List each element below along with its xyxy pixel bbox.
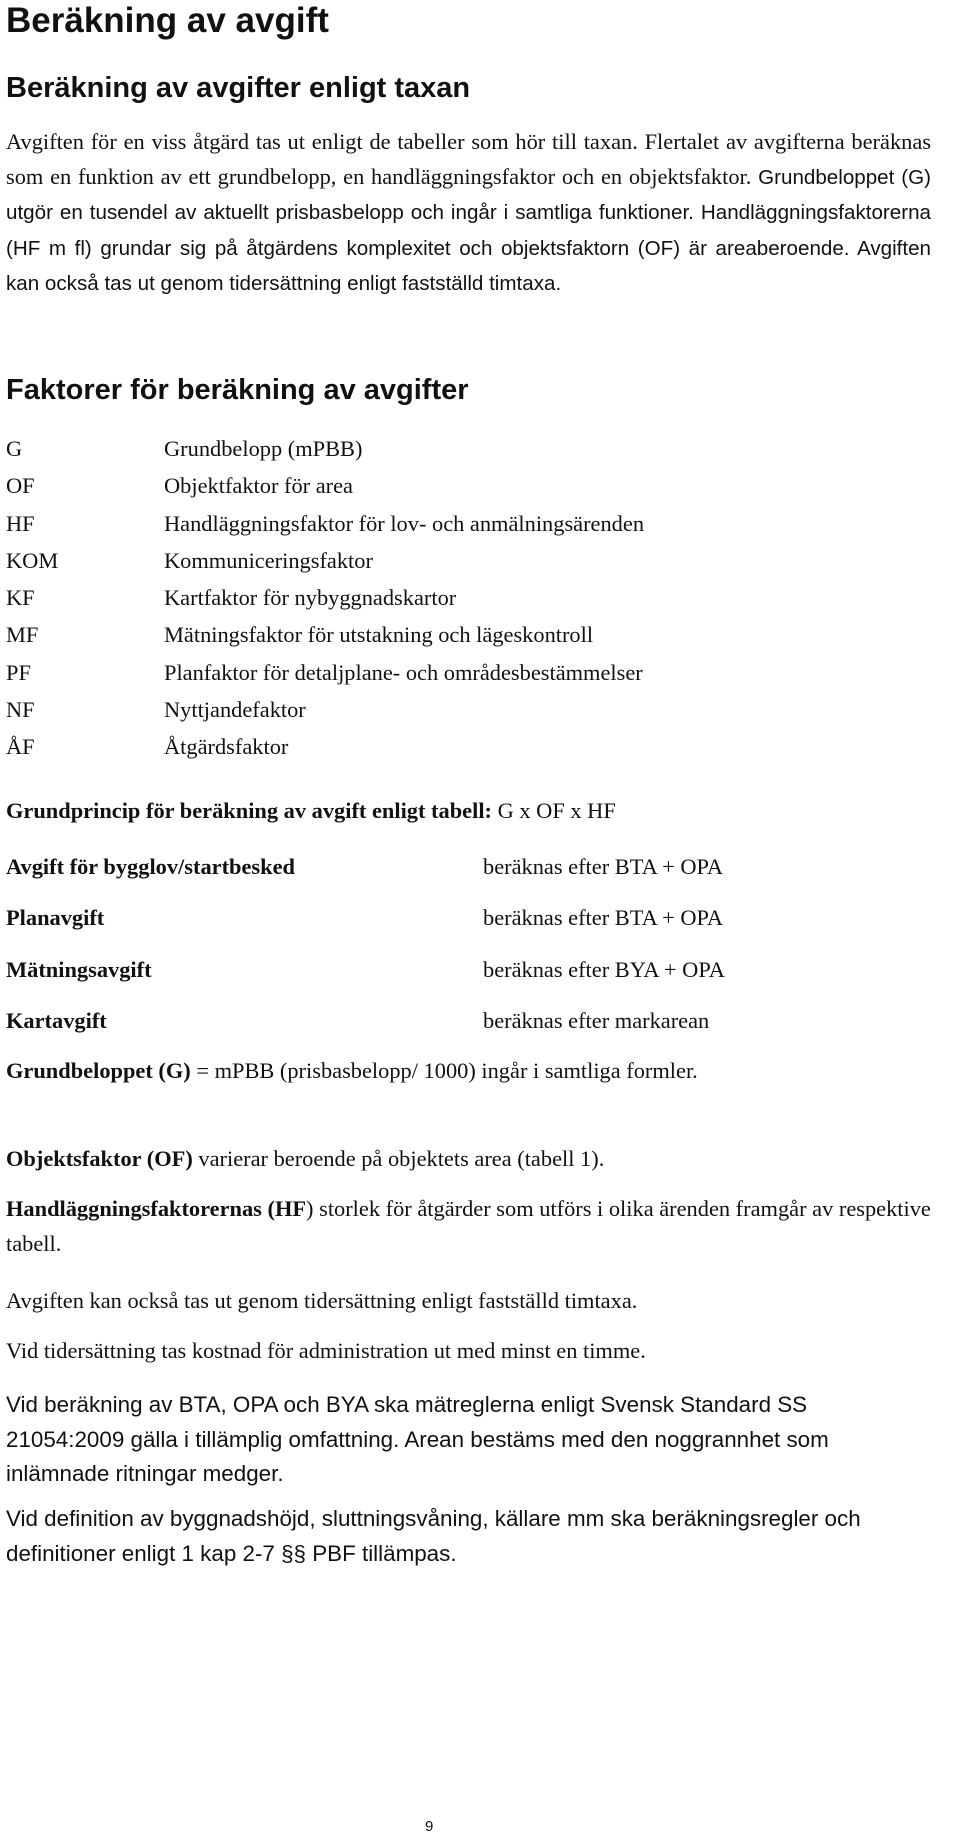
paragraph-area-rules: Vid beräkning av BTA, OPA och BYA ska mätreglerna enligt Svensk Standard SS 21054:2009 gälla i tillämplig omfattning. Arean bestäms med den noggrannhet som inlämnade ritningar medger. (6, 1392, 829, 1486)
paragraph-grundbelopp (6, 1054, 931, 1089)
fee-calculation: beräknas efter BTA + OPA (483, 905, 724, 931)
paragraph-grundbelopp-term: Grundbeloppet (G) (6, 1058, 191, 1083)
section-heading-factors: Faktorer för beräkning av avgifter (6, 374, 469, 406)
fee-row (6, 854, 931, 905)
fee-calculation: beräknas efter markarean (483, 1007, 710, 1033)
factor-description: Åtgärdsfaktor (164, 734, 289, 760)
factors-list (6, 430, 931, 766)
factor-code: MF (6, 622, 39, 648)
paragraph-handlaggningsfaktor-term: Handläggningsfaktorernas (HF (6, 1196, 307, 1221)
factor-code: PF (6, 659, 31, 685)
factor-row (6, 542, 931, 579)
fee-row (6, 1008, 931, 1059)
paragraph-objektsfaktor-term: Objektsfaktor (OF) (6, 1146, 193, 1171)
fee-name: Kartavgift (6, 1007, 107, 1033)
principle-label: Grundprincip för beräkning av avgift enligt tabell: (6, 798, 492, 823)
factor-code: OF (6, 473, 35, 499)
factor-code: G (6, 436, 23, 461)
fee-row (6, 905, 931, 956)
fee-name: Avgift för bygglov/startbesked (6, 854, 295, 879)
paragraph-handlaggningsfaktor-text: ) storlek för åtgärder som utförs i olika ärenden framgår av respektive tabell. (6, 1196, 931, 1256)
paragraph-objektsfaktor-text: varierar beroende på objektets area (tabell 1). (192, 1146, 605, 1171)
factor-row (6, 579, 931, 616)
factor-row (6, 691, 931, 728)
factor-code: NF (6, 697, 35, 723)
factor-code: HF (6, 510, 35, 536)
principle-line (6, 796, 616, 826)
factor-row (6, 654, 931, 691)
factor-row (6, 616, 931, 653)
intro-serif-text: Avgiften för en viss åtgärd tas ut enligt de tabeller som hör till taxan. Flertalet av avgifterna beräknas som en funktion av ett grundbelopp, en handläggningsfaktor och en objektsfaktor. (6, 129, 931, 189)
section-heading-calculation: Beräkning av avgifter enligt taxan (6, 72, 471, 104)
paragraph-timtaxa: Avgiften kan också tas ut genom tidersättning enligt fastställd timtaxa. (6, 1288, 638, 1313)
page-number: 9 (425, 1818, 434, 1835)
factor-description: Kartfaktor för nybyggnadskartor (164, 585, 457, 611)
factor-description: Nyttjandefaktor (164, 697, 306, 723)
page-title: Beräkning av avgift (6, 1, 329, 40)
factor-description: Mätningsfaktor för utstakning och lägeskontroll (164, 622, 594, 648)
paragraph-handlaggningsfaktor (6, 1192, 931, 1261)
fee-calculation: beräknas efter BYA + OPA (483, 956, 725, 982)
paragraph-tidersattning: Vid tidersättning tas kostnad för administration ut med minst en timme. (6, 1338, 646, 1363)
fee-calculation: beräknas efter BTA + OPA (483, 854, 724, 879)
intro-paragraph (6, 125, 931, 302)
fee-row (6, 957, 931, 1008)
paragraph-definitions: Vid definition av byggnadshöjd, sluttningsvåning, källare mm ska beräkningsregler och definitioner enligt 1 kap 2-7 §§ PBF tillämpas. (6, 1506, 861, 1566)
factor-code: KF (6, 585, 35, 611)
factor-description: Grundbelopp (mPBB) (164, 436, 363, 461)
principle-formula: G x OF x HF (497, 798, 616, 823)
factor-description: Kommuniceringsfaktor (164, 547, 373, 573)
factor-row (6, 728, 931, 765)
factor-description: Planfaktor för detaljplane- och områdesbestämmelser (164, 659, 643, 685)
paragraph-grundbelopp-text: = mPBB (prisbasbelopp/ 1000) ingår i samtliga formler. (190, 1058, 698, 1083)
factor-code: ÅF (6, 734, 35, 760)
intro-sans-text: Grundbeloppet (G) utgör en tusendel av aktuellt prisbasbelopp och ingår i samtliga funktioner. Handläggningsfaktorerna (HF m fl) grundar sig på åtgärdens komplexitet och objektsfaktorn (OF) är areaberoende. Avgiften kan också tas ut genom tidersättning enligt fastställd timtaxa. (6, 165, 931, 295)
factor-row (6, 467, 931, 504)
factor-description: Objektfaktor för area (164, 473, 353, 499)
factor-row (6, 430, 931, 467)
factor-row (6, 505, 931, 542)
factor-code: KOM (6, 547, 59, 573)
fee-name: Planavgift (6, 905, 105, 931)
fees-list (6, 854, 931, 1059)
paragraph-objektsfaktor (6, 1142, 931, 1177)
factor-description: Handläggningsfaktor för lov- och anmälningsärenden (164, 510, 645, 536)
fee-name: Mätningsavgift (6, 956, 152, 982)
